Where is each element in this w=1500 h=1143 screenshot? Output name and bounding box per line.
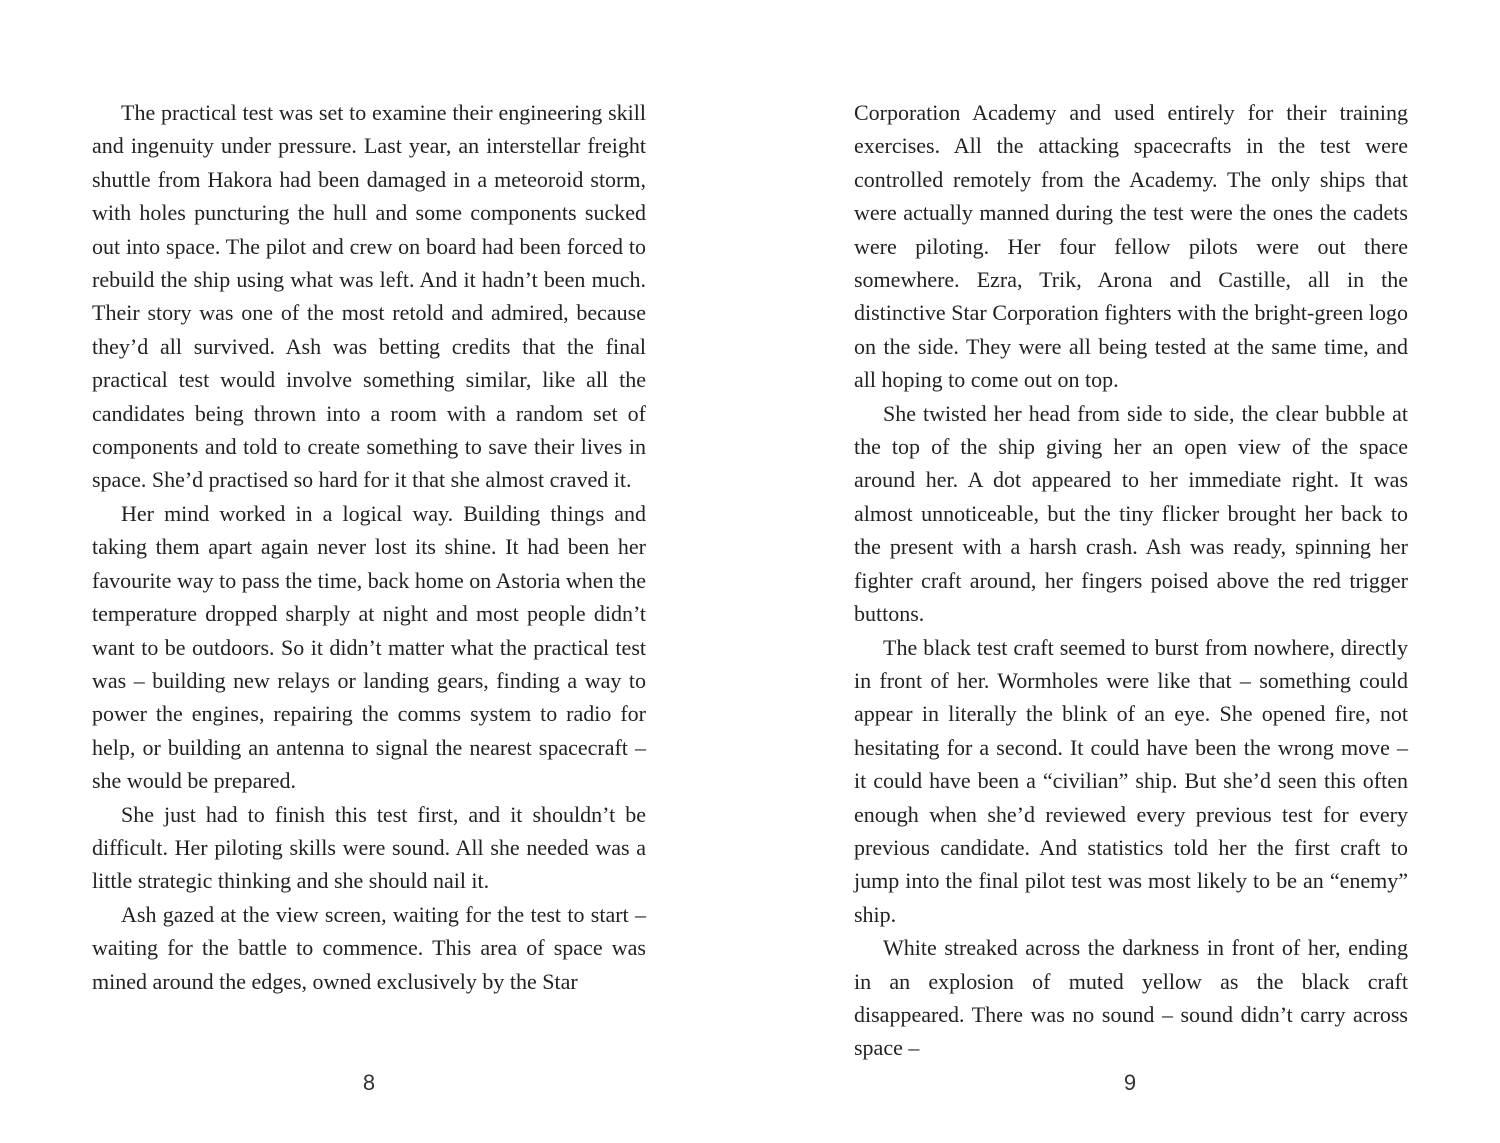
left-page-text bbox=[92, 96, 646, 998]
paragraph: She just had to finish this test first, and it shouldn’t be difficult. Her piloting skills were sound. All she needed was a little strategic thinking and she should nail it. bbox=[92, 801, 646, 894]
right-page bbox=[854, 96, 1408, 1065]
paragraph: Her mind worked in a logical way. Building things and taking them apart again never lost its shine. It had been her favourite way to pass the time, back home on Astoria when the temperature dropped sharply at night and most people didn’t want to be outdoors. So it didn’t matter what the practical test was – building new relays or landing gears, finding a way to power the engines, repairing the comms system to radio for help, or building an antenna to signal the nearest spacecraft – she would be prepared. bbox=[92, 500, 646, 794]
right-page-text bbox=[854, 96, 1408, 1065]
left-page bbox=[92, 96, 646, 998]
paragraph: White streaked across the darkness in front of her, ending in an explosion of muted yellow as the black craft disappeared. There was no sound – sound didn’t carry across space – bbox=[854, 935, 1408, 1061]
page-number-right: 9 bbox=[1123, 1070, 1137, 1095]
paragraph: The black test craft seemed to burst from nowhere, directly in front of her. Wormholes were like that – something could appear in literally the blink of an eye. She opened fire, not hesitating for a second. It could have been the wrong move – it could have been a “civilian” ship. But she’d seen this often enough when she’d reviewed every previous test for every previous candidate. And statistics told her the first craft to jump into the final pilot test was most likely to be an “enemy” ship. bbox=[854, 634, 1408, 927]
paragraph: She twisted her head from side to side, the clear bubble at the top of the ship giving her an open view of the space around her. A dot appeared to her immediate right. It was almost unnoticeable, but the tiny flicker brought her back to the present with a harsh crash. Ash was ready, spinning her fighter craft around, her fingers poised above the red trigger buttons. bbox=[854, 400, 1408, 627]
paragraph: Ash gazed at the view screen, waiting for the test to start – waiting for the battle to commence. This area of space was mined around the edges, owned exclusively by the Star bbox=[92, 901, 646, 994]
paragraph: Corporation Academy and used entirely for their training exercises. All the attacking spacecrafts in the test were controlled remotely from the Academy. The only ships that were actually manned during the test were the ones the cadets were piloting. Her four fellow pilots were out there somewhere. Ezra, Trik, Arona and Castille, all in the distinctive Star Corporation fighters with the bright-green logo on the side. They were all being tested at the same time, and all hoping to come out on top. bbox=[854, 100, 1408, 393]
page-number-left: 8 bbox=[362, 1070, 376, 1095]
paragraph: The practical test was set to examine their engineering skill and ingenuity under pressure. Last year, an interstellar freight shuttle from Hakora had been damaged in a meteoroid storm, with holes puncturing the hull and some components sucked out into space. The pilot and crew on board had been forced to rebuild the ship using what was left. And it hadn’t been much. Their story was one of the most retold and admired, because they’d all survived. Ash was betting credits that the final practical test would involve something similar, like all the candidates being thrown into a room with a random set of components and told to create something to save their lives in space. She’d practised so hard for it that she almost craved it. bbox=[92, 100, 646, 493]
